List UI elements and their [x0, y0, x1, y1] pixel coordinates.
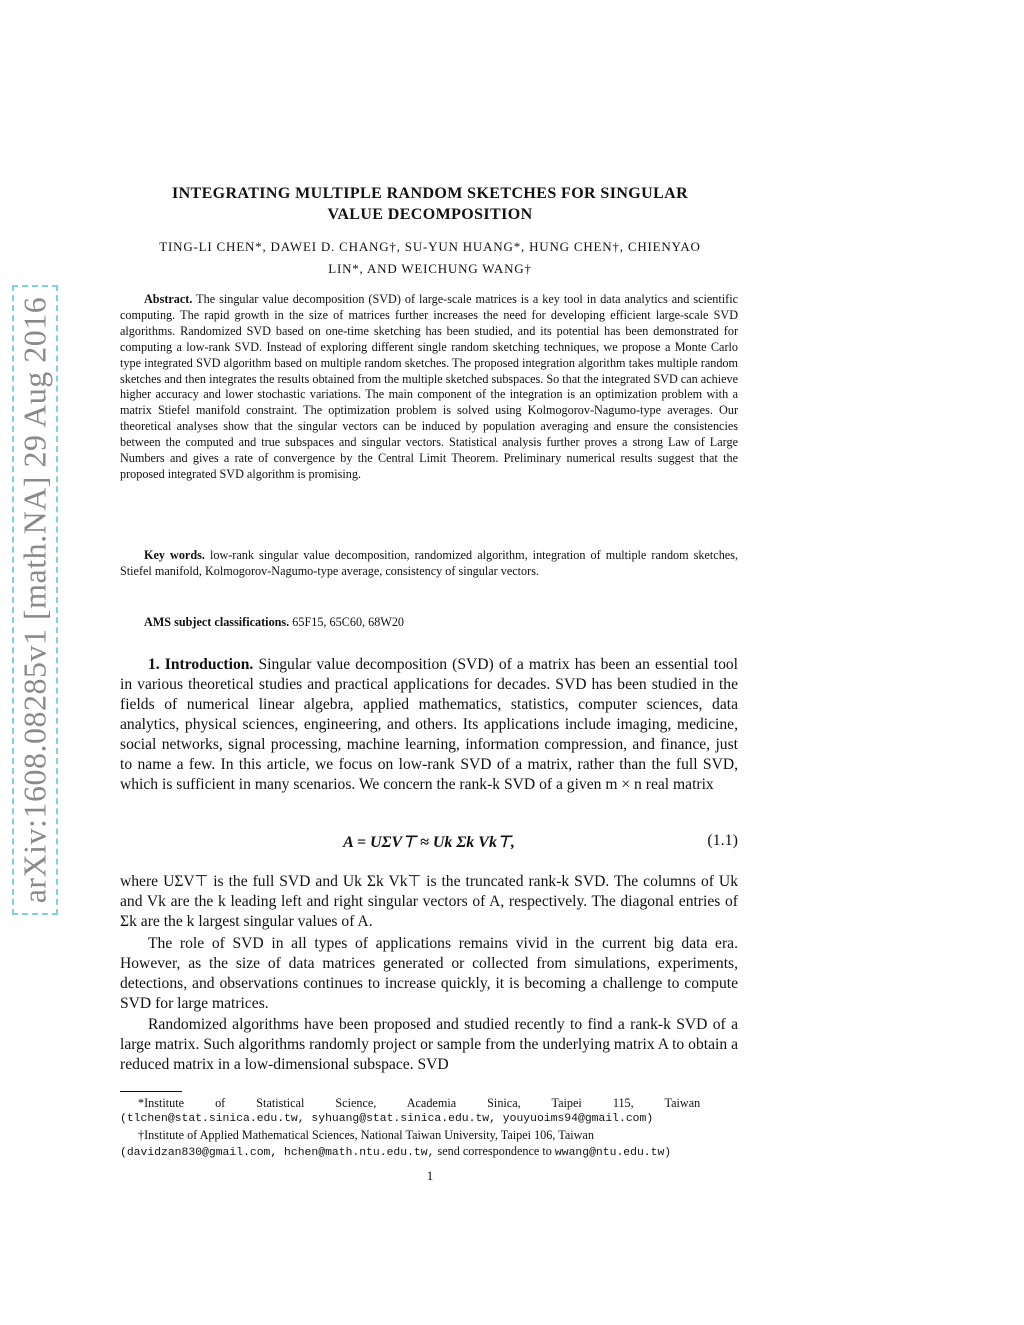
title-line-2: VALUE DECOMPOSITION	[327, 206, 533, 223]
footnote-2	[120, 1127, 738, 1161]
authors-line-2: LIN*, AND WEICHUNG WANG†	[328, 261, 532, 276]
abstract-text: The singular value decomposition (SVD) of large-scale matrices is a key tool in data analytics and scientific computing. The rapid growth in the size of matrices further increases the need for developing efficient large-scale SVD algorithms. Randomized SVD based on one-time sketching has been studied, and its potential has been demonstrated for computing a low-rank SVD. Instead of exploring different single random sketching techniques, we propose a Monte Carlo type integrated SVD algorithm based on multiple random sketches. The proposed integration algorithm takes multiple random sketches and then integrates the results obtained from the multiple sketched subspaces. So that the integrated SVD can achieve higher accuracy and lower stochastic variations. The main component of the integration is an optimization problem with a matrix Stiefel manifold constraint. The optimization problem is solved using Kolmogorov-Nagumo-type averages. Our theoretical analyses show that the singular vectors can be induced by population averaging and ensure the consistencies between the computed and true subspaces and singular vectors. Statistical analysis further proves a strong Law of Large Numbers and gives a rate of convergence by the Central Limit Theorem. Preliminary numerical results suggest that the proposed integrated SVD algorithm is promising.	[120, 292, 739, 481]
author-list	[110, 236, 750, 280]
equation-number: (1.1)	[707, 832, 738, 849]
section-heading: 1. Introduction.	[148, 656, 254, 673]
introduction-text: Singular value decomposition (SVD) of a matrix has been an essential tool in various theoretical studies and practical applications for decades. SVD has been studied in the fields of numerical linear algebra, applied mathematics, statistics, computer sciences, data analytics, physical sciences, engineering, and others. Its applications include imaging, medicine, social networks, signal processing, machine learning, information compression, and finance, just to name a few. In this article, we focus on low-rank SVD of a matrix, rather than the full SVD, which is sufficient in many scenarios. We concern the rank-k SVD of a given m × n real matrix	[120, 656, 739, 793]
footnote-1	[120, 1095, 738, 1127]
ams-label: AMS subject classifications.	[144, 615, 290, 629]
footnote-2-emails: (davidzan830@gmail.com, hchen@math.ntu.edu.tw,	[120, 1147, 435, 1159]
title-line-1: INTEGRATING MULTIPLE RANDOM SKETCHES FOR SINGULAR	[171, 185, 689, 202]
keywords	[120, 548, 738, 580]
footnote-rule	[120, 1091, 182, 1092]
footnote-1-affiliation: *Institute of Statistical Science, Academia Sinica, Taipei 115, Taiwan	[138, 1096, 701, 1110]
equation-expression: A = UΣV⊤ ≈ Uk Σk Vk⊤,	[343, 834, 515, 851]
keywords-label: Key words.	[144, 548, 205, 562]
abstract	[120, 292, 738, 483]
paragraph-randomized: Randomized algorithms have been proposed and studied recently to find a rank-k SVD of a large matrix. Such algorithms randomly project or sample from the underlying matrix A to obtain a reduced matrix in a low-dimensional subspace. SVD	[120, 1016, 738, 1073]
equation-1-1	[120, 832, 738, 856]
paper-title	[100, 183, 760, 225]
paragraph-big-data: The role of SVD in all types of applications remains vivid in the current big data era. However, as the size of data matrices generated or collected from simulations, experiments, detections, and observations continues to increase quickly, it is becoming a challenge to compute SVD for large matrices.	[120, 935, 738, 1012]
footnote-1-emails: (tlchen@stat.sinica.edu.tw, syhuang@stat.sinica.edu.tw, youyuoims94@gmail.com)	[120, 1113, 654, 1125]
ams-classifications	[120, 615, 738, 631]
footnote-2-affiliation: †Institute of Applied Mathematical Sciences, National Taiwan University, Taipei 106, Taiwan	[138, 1128, 594, 1142]
arxiv-stamp	[12, 285, 58, 915]
footnote-2-contact	[120, 1143, 738, 1161]
introduction-paragraph	[120, 655, 738, 795]
arxiv-stamp-text: arXiv:1608.08285v1 [math.NA] 29 Aug 2016	[16, 296, 53, 904]
page-number: 1	[426, 1168, 434, 1183]
ams-text: 65F15, 65C60, 68W20	[292, 615, 405, 629]
equation-explanation: where UΣV⊤ is the full SVD and Uk Σk Vk⊤ is the truncated rank-k SVD. The columns of Uk and Vk are the k leading left and right singular vectors of A, respectively. The diagonal entries of Σk are the k largest singular values of A.	[120, 873, 738, 930]
footnote-2-correspondence-email: wwang@ntu.edu.tw)	[554, 1147, 672, 1159]
authors-line-1: TING-LI CHEN*, DAWEI D. CHANG†, SU-YUN HUANG*, HUNG CHEN†, CHIENYAO	[159, 239, 701, 254]
keywords-text: low-rank singular value decomposition, randomized algorithm, integration of multiple random sketches, Stiefel manifold, Kolmogorov-Nagumo-type average, consistency of singular vectors.	[120, 548, 739, 578]
footnote-2-correspondence: send correspondence to	[437, 1144, 552, 1158]
abstract-label: Abstract.	[144, 292, 193, 306]
